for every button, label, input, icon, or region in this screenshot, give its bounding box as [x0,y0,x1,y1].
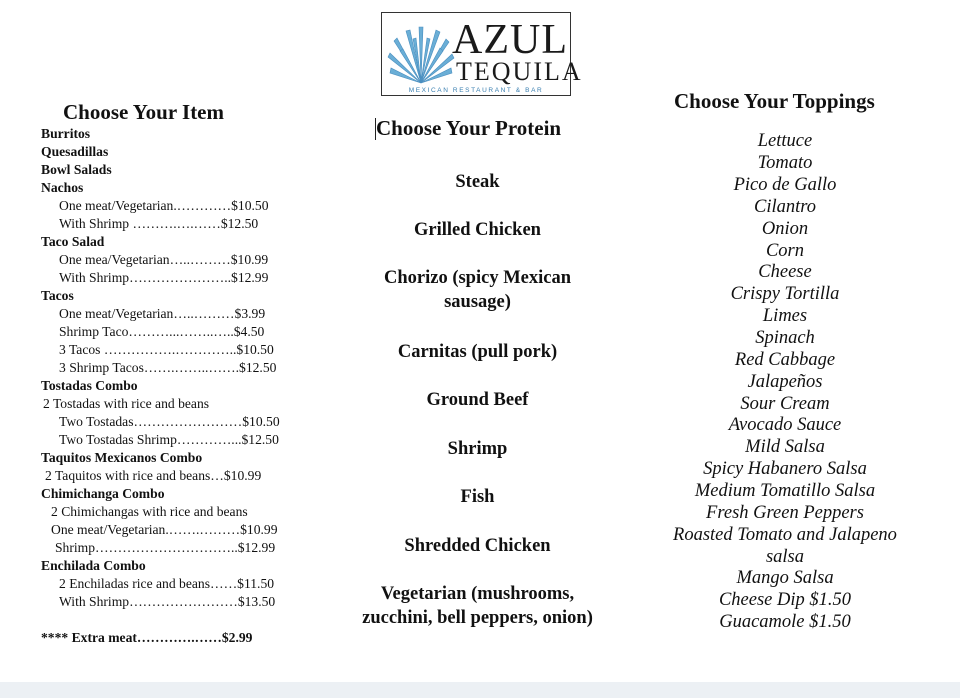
topping-option: Avocado Sauce [728,415,842,435]
protein-option: Fish [460,487,495,507]
topping-option: Jalapeños [747,372,823,392]
protein-option: Shrimp [447,439,508,459]
item-heading: Tacos [41,288,74,303]
topping-option: Sour Cream [740,394,830,414]
protein-option: Ground Beef [426,390,529,410]
protein-option: Chorizo (spicy Mexican sausage) [383,268,572,312]
item-heading: Enchilada Combo [41,558,146,573]
item-price-line: One meat/Vegetarian…..………$3.99 [59,306,266,321]
topping-option: Roasted Tomato and Jalapeno salsa [673,525,897,567]
item-heading: Chimichanga Combo [41,486,165,501]
item-price-line: 3 Shrimp Tacos…….……..…….$12.50 [59,360,277,375]
item-heading: Bowl Salads [41,162,112,177]
topping-option: Cheese Dip $1.50 [718,590,852,610]
item-price-line: 2 Tostadas with rice and beans [43,396,210,411]
protein-option: Vegetarian (mushrooms, zucchini, bell peppers, onion) [362,584,593,628]
protein-title: Choose Your Protein [376,116,562,140]
topping-option: Limes [762,306,808,326]
topping-option: Tomato [757,153,813,173]
item-price-line: One meat/Vegetarian.…….………$10.99 [51,522,278,537]
item-heading: Taquitos Mexicanos Combo [41,450,203,465]
agave-icon [386,17,456,85]
item-price-line: 3 Tacos …………….…………..$10.50 [59,342,274,357]
topping-option: Spinach [755,328,815,348]
protein-option: Grilled Chicken [414,220,541,240]
topping-option: Cilantro [753,197,817,217]
topping-option: Fresh Green Peppers [706,503,864,523]
topping-option: Mango Salsa [736,568,834,588]
item-heading: Quesadillas [41,144,109,159]
topping-option: Mild Salsa [745,437,825,457]
topping-option: Crispy Tortilla [730,284,840,304]
item-heading: Burritos [41,126,91,141]
topping-option: Onion [761,219,809,239]
topping-option: Spicy Habanero Salsa [703,459,867,479]
protein-option: Steak [455,172,500,192]
bottom-strip [0,682,960,698]
item-price-line: With Shrimp…………………..$12.99 [59,270,269,285]
item-price-line: 2 Enchiladas rice and beans……$11.50 [59,576,275,591]
logo-tagline: MEXICAN RESTAURANT & BAR [408,87,544,94]
item-price-line: With Shrimp ……….….……$12.50 [59,216,259,231]
item-price-line: 2 Taquitos with rice and beans…$10.99 [45,468,262,483]
item-price-line: One meat/Vegetarian.…………$10.50 [59,198,269,213]
topping-option: Medium Tomatillo Salsa [694,481,876,501]
toppings-title: Choose Your Toppings [674,89,875,113]
topping-option: Guacamole $1.50 [719,612,851,632]
item-heading: **** Extra meat………….……$2.99 [41,630,253,645]
item-heading: Taco Salad [41,234,105,249]
items-title: Choose Your Item [63,100,224,124]
topping-option: Lettuce [757,131,813,151]
item-price-line: Two Tostadas Shrimp…………...$12.50 [59,432,279,447]
protein-option: Shredded Chicken [404,536,551,556]
item-price-line: Two Tostadas……………………$10.50 [59,414,280,429]
item-price-line: 2 Chimichangas with rice and beans [51,504,248,519]
logo-word-tequila: TEQUILA [456,57,583,86]
topping-option: Cheese [758,262,812,282]
topping-option: Red Cabbage [734,350,836,370]
topping-option: Corn [765,241,805,261]
item-heading: Tostadas Combo [41,378,138,393]
item-heading: Nachos [41,180,84,195]
item-price-line: Shrimp…………………………..$12.99 [55,540,276,555]
protein-option: Carnitas (pull pork) [397,342,558,362]
logo-word-azul: AZUL [452,17,568,63]
topping-option: Pico de Gallo [733,175,837,195]
item-price-line: One mea/Vegetarian…..………$10.99 [59,252,269,267]
restaurant-logo [381,12,583,96]
item-price-line: With Shrimp……………………$13.50 [59,594,276,609]
item-price-line: Shrimp Taco………...……..…..$4.50 [59,324,265,339]
